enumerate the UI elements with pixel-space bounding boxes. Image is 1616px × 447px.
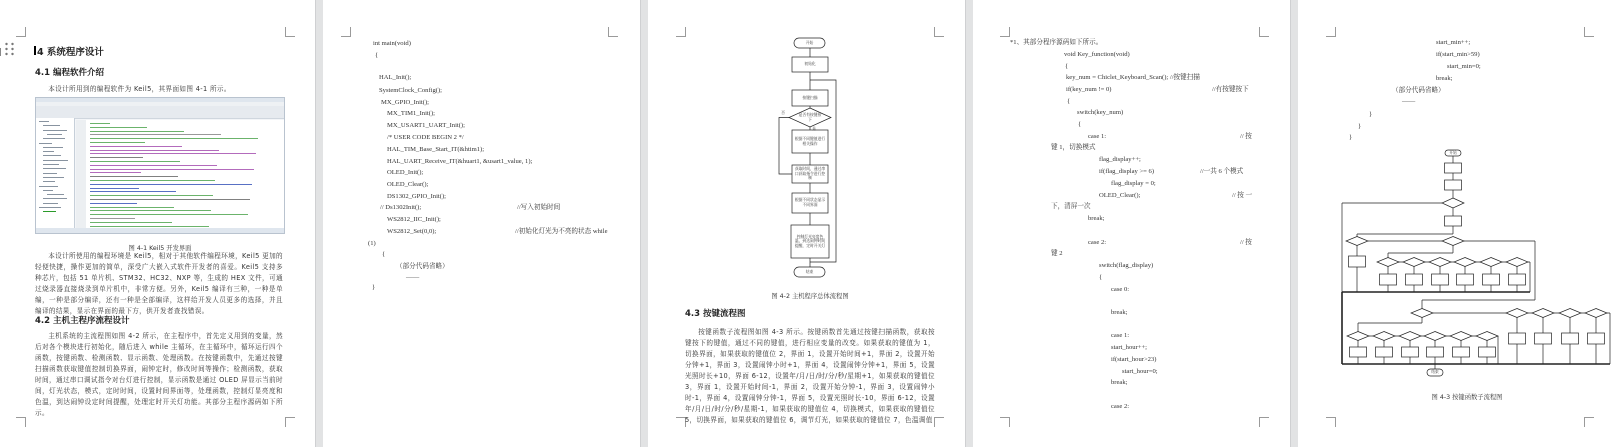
- code-line: // Ds1302Init();: [380, 204, 422, 211]
- code-line: }: [372, 284, 376, 291]
- code-line: （部分代码省略）: [1392, 87, 1445, 94]
- flow-get-time-label: 获取时间，通过串口获取指令进行控制: [794, 166, 826, 181]
- chapter-heading: 4 系统程序设计: [37, 47, 104, 58]
- code-line: //写入初始时间: [517, 204, 561, 211]
- flow2-decision-diamond: [1411, 309, 1433, 318]
- flow2-process-box: [1535, 333, 1552, 344]
- code-line: ——: [1402, 98, 1416, 105]
- flow-decision-label: 是否有按键按下: [798, 111, 822, 122]
- code-line: {: [1065, 63, 1069, 70]
- flow2-process-box: [1483, 274, 1500, 285]
- code-line: //有按键按下: [1212, 86, 1249, 93]
- code-line: break;: [1111, 309, 1128, 316]
- flow2-process-box: [1402, 347, 1419, 357]
- code-line: case 2:: [1088, 239, 1107, 246]
- code-line: HAL_Init();: [379, 74, 412, 81]
- flow2-decision-diamond: [1442, 198, 1464, 208]
- code-line: MX_USART1_UART_Init();: [387, 122, 465, 129]
- flow2-decision-diamond: [1347, 332, 1369, 341]
- section-heading-4-2: 4.2 主机主程序流程设计: [35, 316, 130, 326]
- flow2-process-box: [1588, 333, 1605, 344]
- code-line: （部分代码省略）: [396, 263, 449, 270]
- flow-display-label: 根据不同状态显示不同界面: [794, 197, 826, 207]
- code-line: if(start_min>59): [1436, 51, 1480, 58]
- figure-caption-4-2: 图 4-2 主机程序总体流程图: [771, 293, 849, 300]
- flow2-process-box: [1445, 216, 1462, 226]
- code-line: DS1302_GPIO_Init();: [387, 193, 446, 200]
- code-line: if(start_hour>23): [1111, 356, 1157, 363]
- flow2-process-box: [1479, 347, 1496, 357]
- code-line: case 2:: [1111, 403, 1130, 410]
- code-line: OLED_Init();: [387, 169, 424, 176]
- flow2-decision-diamond: [1424, 332, 1446, 341]
- code-line: SystemClock_Config();: [379, 87, 443, 94]
- code-line: }: [1358, 123, 1362, 130]
- code-line: break;: [1436, 75, 1453, 82]
- code-line: ——: [406, 274, 420, 281]
- paragraph-4-2: 主机系统的主流程图如图 4-2 所示，在主程序中，首先定义用到的变量，然后对各个模块进行初始化，随后进入 while 主循环，在主循环中，循环运行四个函数，按键函数、检测函数、显示函数、处理函数。在按键函数中，先通过按键扫描函数获取键值控制切换界面，闹钟定时，修改时间等操作；检测函数，获取时间，通过串口调试指令对台灯进行控制，显示函数是通过 OLED 屏显示当前时间，灯光状态，模式，定时时间，设置时间界面等，处理函数，控制灯显亮度和色温，到达闹钟设定时间提醒，处理定时开关灯功能。其部分主程序源码如下所示。: [35, 332, 283, 417]
- code-line: MX_TIM1_Init();: [387, 110, 435, 117]
- flow2-decision-diamond: [1442, 237, 1464, 246]
- code-line: WS2812_Set(0,0);: [387, 228, 437, 235]
- code-line: HAL_TIM_Base_Start_IT(&htim1);: [387, 146, 485, 153]
- flow-control-label: 控制灯光亮度色温，到达闹钟时间提醒，定时开关灯: [794, 233, 826, 248]
- code-line: /* USER CODE BEGIN 2 */: [387, 134, 464, 141]
- code-line: // 按: [1240, 239, 1252, 246]
- code-line: {: [1067, 98, 1071, 105]
- flow2-process-box: [1453, 347, 1470, 357]
- flow2-decision-diamond: [1559, 309, 1581, 318]
- code-line: (1): [368, 240, 376, 247]
- code-line: //一共 6 个模式: [1200, 168, 1244, 175]
- paragraph-4-1: 本设计所用到的编程软件为 Keil5，其界面如图 4-1 所示。: [48, 85, 231, 93]
- code-line: HAL_UART_Receive_IT(&huart1, &usart1_value, 1);: [387, 158, 533, 165]
- flow2-process-box: [1376, 347, 1393, 357]
- code-line: break;: [1111, 379, 1128, 386]
- flow-init-label: 初始化: [804, 61, 816, 67]
- flow2-decision-diamond: [1585, 309, 1607, 318]
- code-line: OLED_Clear();: [387, 181, 429, 188]
- code-line: start_hour=0;: [1122, 368, 1158, 375]
- flow2-decision-diamond: [1454, 258, 1476, 267]
- flow2-process-box: [1562, 333, 1579, 344]
- code-line: 键 2: [1051, 250, 1063, 257]
- flow2-decision-diamond: [1346, 237, 1368, 246]
- figure-caption-4-1: 图 4-1 Keil5 开发界面: [128, 245, 192, 252]
- code-line: case 0:: [1111, 286, 1130, 293]
- code-line: break;: [1088, 215, 1105, 222]
- code-line: }: [1369, 111, 1373, 118]
- code-line: {: [1099, 274, 1103, 281]
- code-line: WS2812_IIC_Init();: [387, 216, 441, 223]
- paragraph-4-3: 按键函数子流程图如图 4-3 所示。按键函数首先通过按键扫描函数，获取按键按下的键值，通过不同的键值，进行相应变量的改变。如果获取的键值为 1，切换界面，如果获取的键值位 2，界面 1，设置开始时间+1，界面 2，设置开始分钟+1，界面 3，设置闹钟小时+1，界面 4，设置闹钟分钟+1，界面 5，设置光照时长+10，界面 6-12，设置年/月/日/时/分/秒/星期+1，如果获取的键值位 3，界面 1，设置开始时间-1，界面 2，设置开始分钟-1，界面 3，设置闹钟小时-1，界面 4，设置闹钟分钟-1，界面 5，设置光照时长-10，界面 6-12，设置年/月/日/时/分/秒/星期-1，如果获取的键值位 4，切换模式，如果获取的键值位 5，切换界面，如果获取的键值位 6，调节灯光，如果获取的键值位 7，色温调值: [685, 328, 935, 424]
- code-line: *1、其部分程序源码如下所示。: [1010, 39, 1103, 46]
- figure-caption-4-3: 图 4-3 按键函数子流程图: [1431, 394, 1503, 401]
- flow2-decision-diamond: [1506, 309, 1528, 318]
- code-line: case 1:: [1088, 133, 1107, 140]
- flow-no-label: 否: [781, 109, 785, 115]
- code-line: 下，清屏一次: [1051, 203, 1091, 210]
- section-heading-4-1: 4.1 编程软件介绍: [35, 68, 105, 78]
- code-line: key_num = Chiclet_Keyboard_Scan(); //按键扫描: [1066, 74, 1200, 81]
- code-line: OLED_Clear();: [1099, 192, 1141, 199]
- flow2-process-box: [1349, 256, 1366, 267]
- flow2-process-box: [1457, 274, 1474, 285]
- flow-yes-label: 是: [812, 125, 816, 131]
- code-line: //初始化灯光为不亮的状态 while: [515, 228, 608, 235]
- flow2-decision-diamond: [1450, 332, 1472, 341]
- flow2-decision-diamond: [1476, 332, 1498, 341]
- flow2-process-box: [1445, 180, 1462, 190]
- flow2-process-box: [1427, 347, 1444, 357]
- code-line: if(flag_display >= 6): [1099, 168, 1155, 175]
- code-line: {: [382, 251, 386, 258]
- code-line: int main(void): [373, 40, 411, 47]
- flow2-decision-diamond: [1480, 258, 1502, 267]
- flow2-process-box: [1350, 347, 1367, 357]
- code-line: start_min=0;: [1447, 63, 1481, 70]
- flow-scan-label: 按键扫描: [802, 94, 818, 100]
- flow2-process-box: [1509, 333, 1526, 344]
- code-line: start_min++;: [1436, 39, 1471, 46]
- flow2-decision-diamond: [1429, 258, 1451, 267]
- flow2-process-box: [1445, 163, 1462, 173]
- flow2-process-box: [1380, 274, 1397, 285]
- flow2-process-box: [1509, 274, 1526, 285]
- code-line: start_hour++;: [1111, 344, 1148, 351]
- paragraph-keil5: 本设计所使用的编程环境是 Keil5，相对于其他软件编程环境，Keil5 更加的轻便快捷，操作更加的简单，深受广大嵌入式软件开发者的喜爱。Keil5 支持多种芯片，包括 51 单片机、STM32、HC32、NXP 等，生成的 HEX 文件，可通过烧录器直接烧录到单片机中，非常方便。另外，Keil5 编译有三种，一种是单编，一种是部分编译，还有一种是全部编译，这样给开发人员更多的选择，并且编译的结果，显示在界面的最下方，供开发者查找错误。: [35, 252, 283, 315]
- flow2-end-label: 结束: [1431, 369, 1439, 375]
- flow2-decision-diamond: [1532, 309, 1554, 318]
- code-line: // 按: [1240, 133, 1252, 140]
- code-line: flag_display++;: [1099, 156, 1141, 163]
- code-line: MX_GPIO_Init();: [381, 99, 429, 106]
- code-line: switch(key_num): [1077, 109, 1124, 116]
- flow-end-label: 结束: [805, 268, 814, 274]
- flow2-decision-diamond: [1403, 258, 1425, 267]
- code-line: 键 1，切换模式: [1051, 144, 1096, 151]
- flow-no-branch-line: [779, 118, 792, 175]
- flow2-decision-diamond: [1399, 332, 1421, 341]
- code-line: flag_display = 0;: [1111, 180, 1156, 187]
- flow2-process-box: [1406, 274, 1423, 285]
- code-line: if(key_num != 0): [1066, 86, 1112, 93]
- flow2-decision-diamond: [1373, 332, 1395, 341]
- code-line: // 按 一: [1232, 192, 1253, 199]
- flow2-process-box: [1432, 274, 1449, 285]
- flow2-decision-diamond: [1506, 258, 1528, 267]
- flow-key-action-label: 根据不同键值进行相关操作: [794, 135, 826, 146]
- code-line: switch(flag_display): [1099, 262, 1154, 269]
- section-heading-4-3: 4.3 按键流程图: [685, 309, 746, 319]
- code-line: void Key_function(void): [1064, 51, 1130, 58]
- code-line: case 1:: [1111, 332, 1130, 339]
- flow2-decision-diamond: [1377, 258, 1399, 267]
- code-line: {: [1078, 121, 1082, 128]
- flow-start-label: 开始: [805, 39, 814, 45]
- flow2-start-label: 开始: [1449, 149, 1457, 155]
- code-line: {: [375, 52, 379, 59]
- code-line: }: [1349, 134, 1353, 141]
